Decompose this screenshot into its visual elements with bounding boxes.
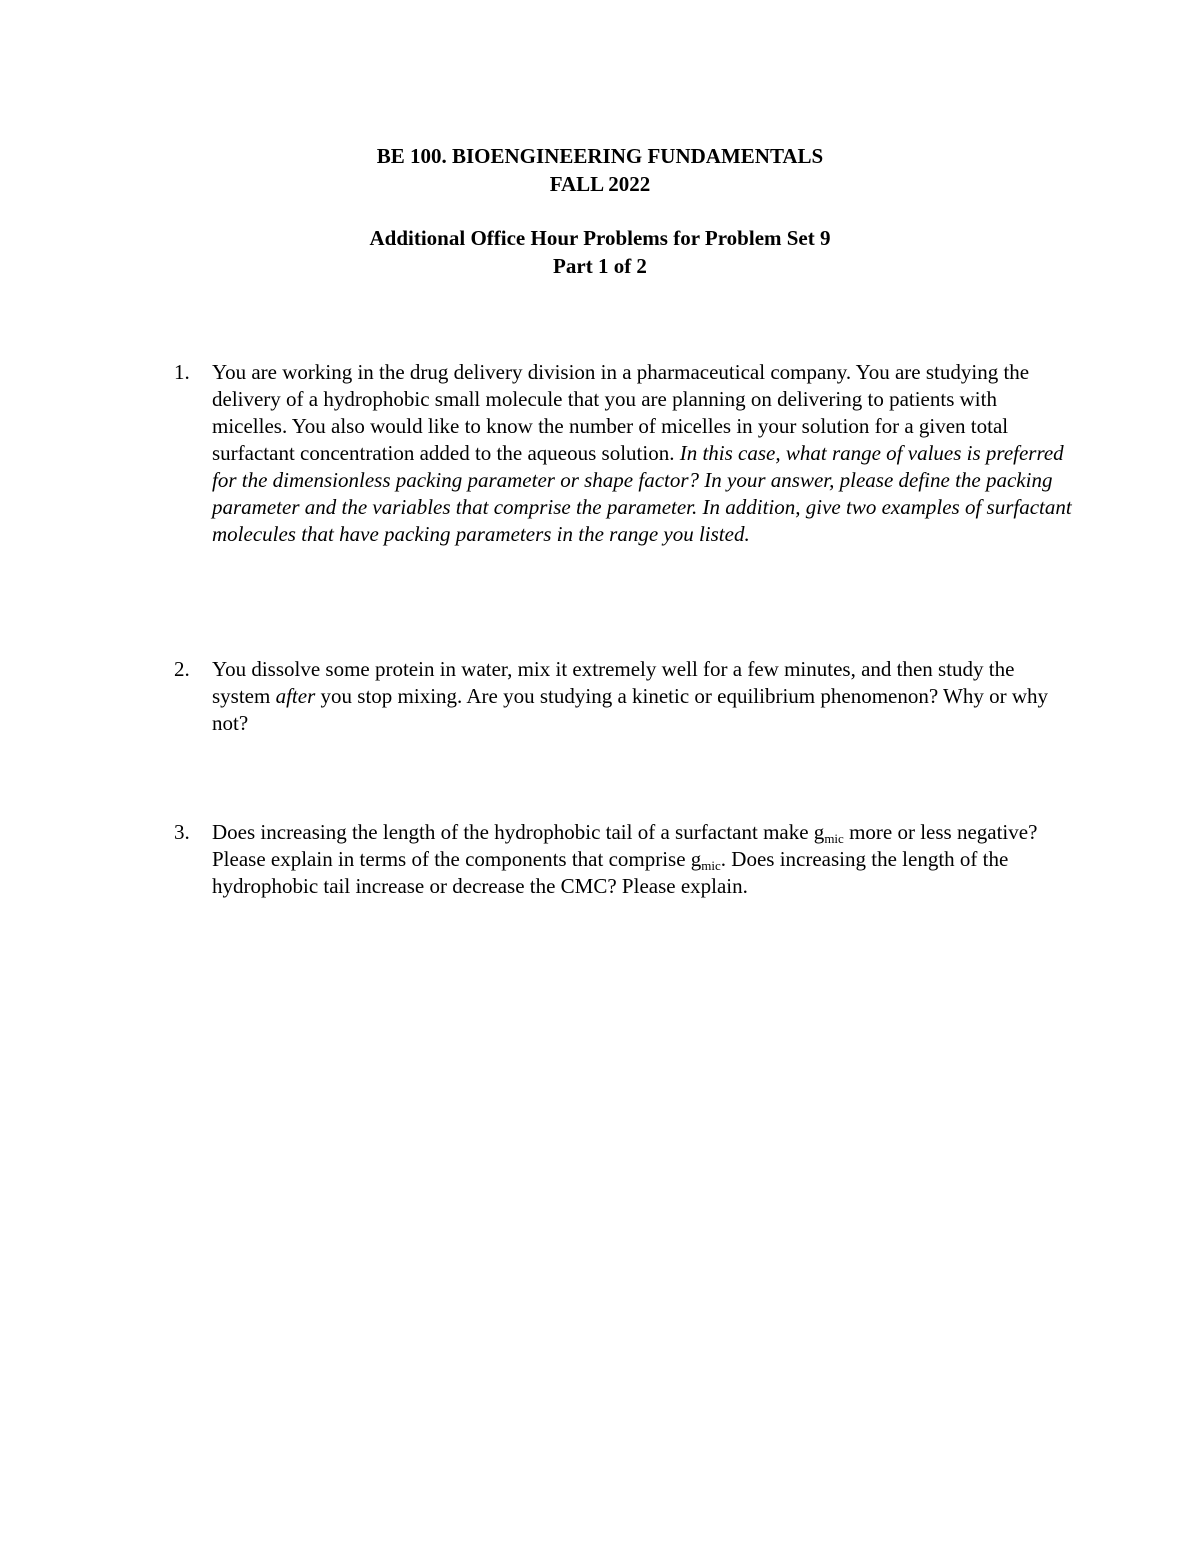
document-title: Additional Office Hour Problems for Problem Set 9	[369, 226, 831, 250]
problem-body-start: You dissolve some protein in water, mix it extremely well for a few minutes, and then study the system	[212, 657, 1015, 708]
problem-body-c: . Does increasing the length of the hydrophobic tail increase or decrease the CMC? Please explain.	[212, 847, 1009, 898]
document-header	[0, 142, 1200, 280]
problem-number: 2.	[174, 657, 190, 681]
problem-3	[174, 819, 1074, 900]
course-title: BE 100. BIOENGINEERING FUNDAMENTALS	[376, 144, 824, 168]
problem-2	[174, 656, 1074, 737]
header-spacer	[0, 198, 1200, 224]
subscript-mic: mic	[824, 831, 844, 846]
subscript-mic: mic	[701, 858, 721, 873]
emphasis-word: after	[275, 684, 316, 708]
problem-body-end: you stop mixing. Are you studying a kinetic or equilibrium phenomenon? Why or why not?	[212, 684, 1049, 735]
problem-body-b: more or less negative? Please explain in terms of the components that comprise g	[212, 820, 1038, 871]
problem-body-a: Does increasing the length of the hydrophobic tail of a surfactant make g	[212, 820, 825, 844]
problem-1	[174, 359, 1074, 548]
term: FALL 2022	[549, 172, 651, 196]
problem-text	[212, 819, 1074, 900]
problem-number: 1.	[174, 360, 190, 384]
problem-text	[212, 656, 1074, 737]
problem-body: You are working in the drug delivery division in a pharmaceutical company. You are studying the delivery of a hydrophobic small molecule that you are planning on delivering to patients with micelles. You also would like to know the number of micelles in your solution for a given total surfactant concentration added to the aqueous solution.	[212, 360, 1030, 465]
problem-number: 3.	[174, 820, 190, 844]
problem-question: In this case, what range of values is preferred for the dimensionless packing parameter or shape factor? In your answer, please define the packing parameter and the variables that comprise the parameter. In addition, give two examples of surfactant molecules that have packing parameters in the range you listed.	[212, 441, 1072, 546]
part-label: Part 1 of 2	[553, 254, 647, 278]
problem-text	[212, 359, 1074, 548]
